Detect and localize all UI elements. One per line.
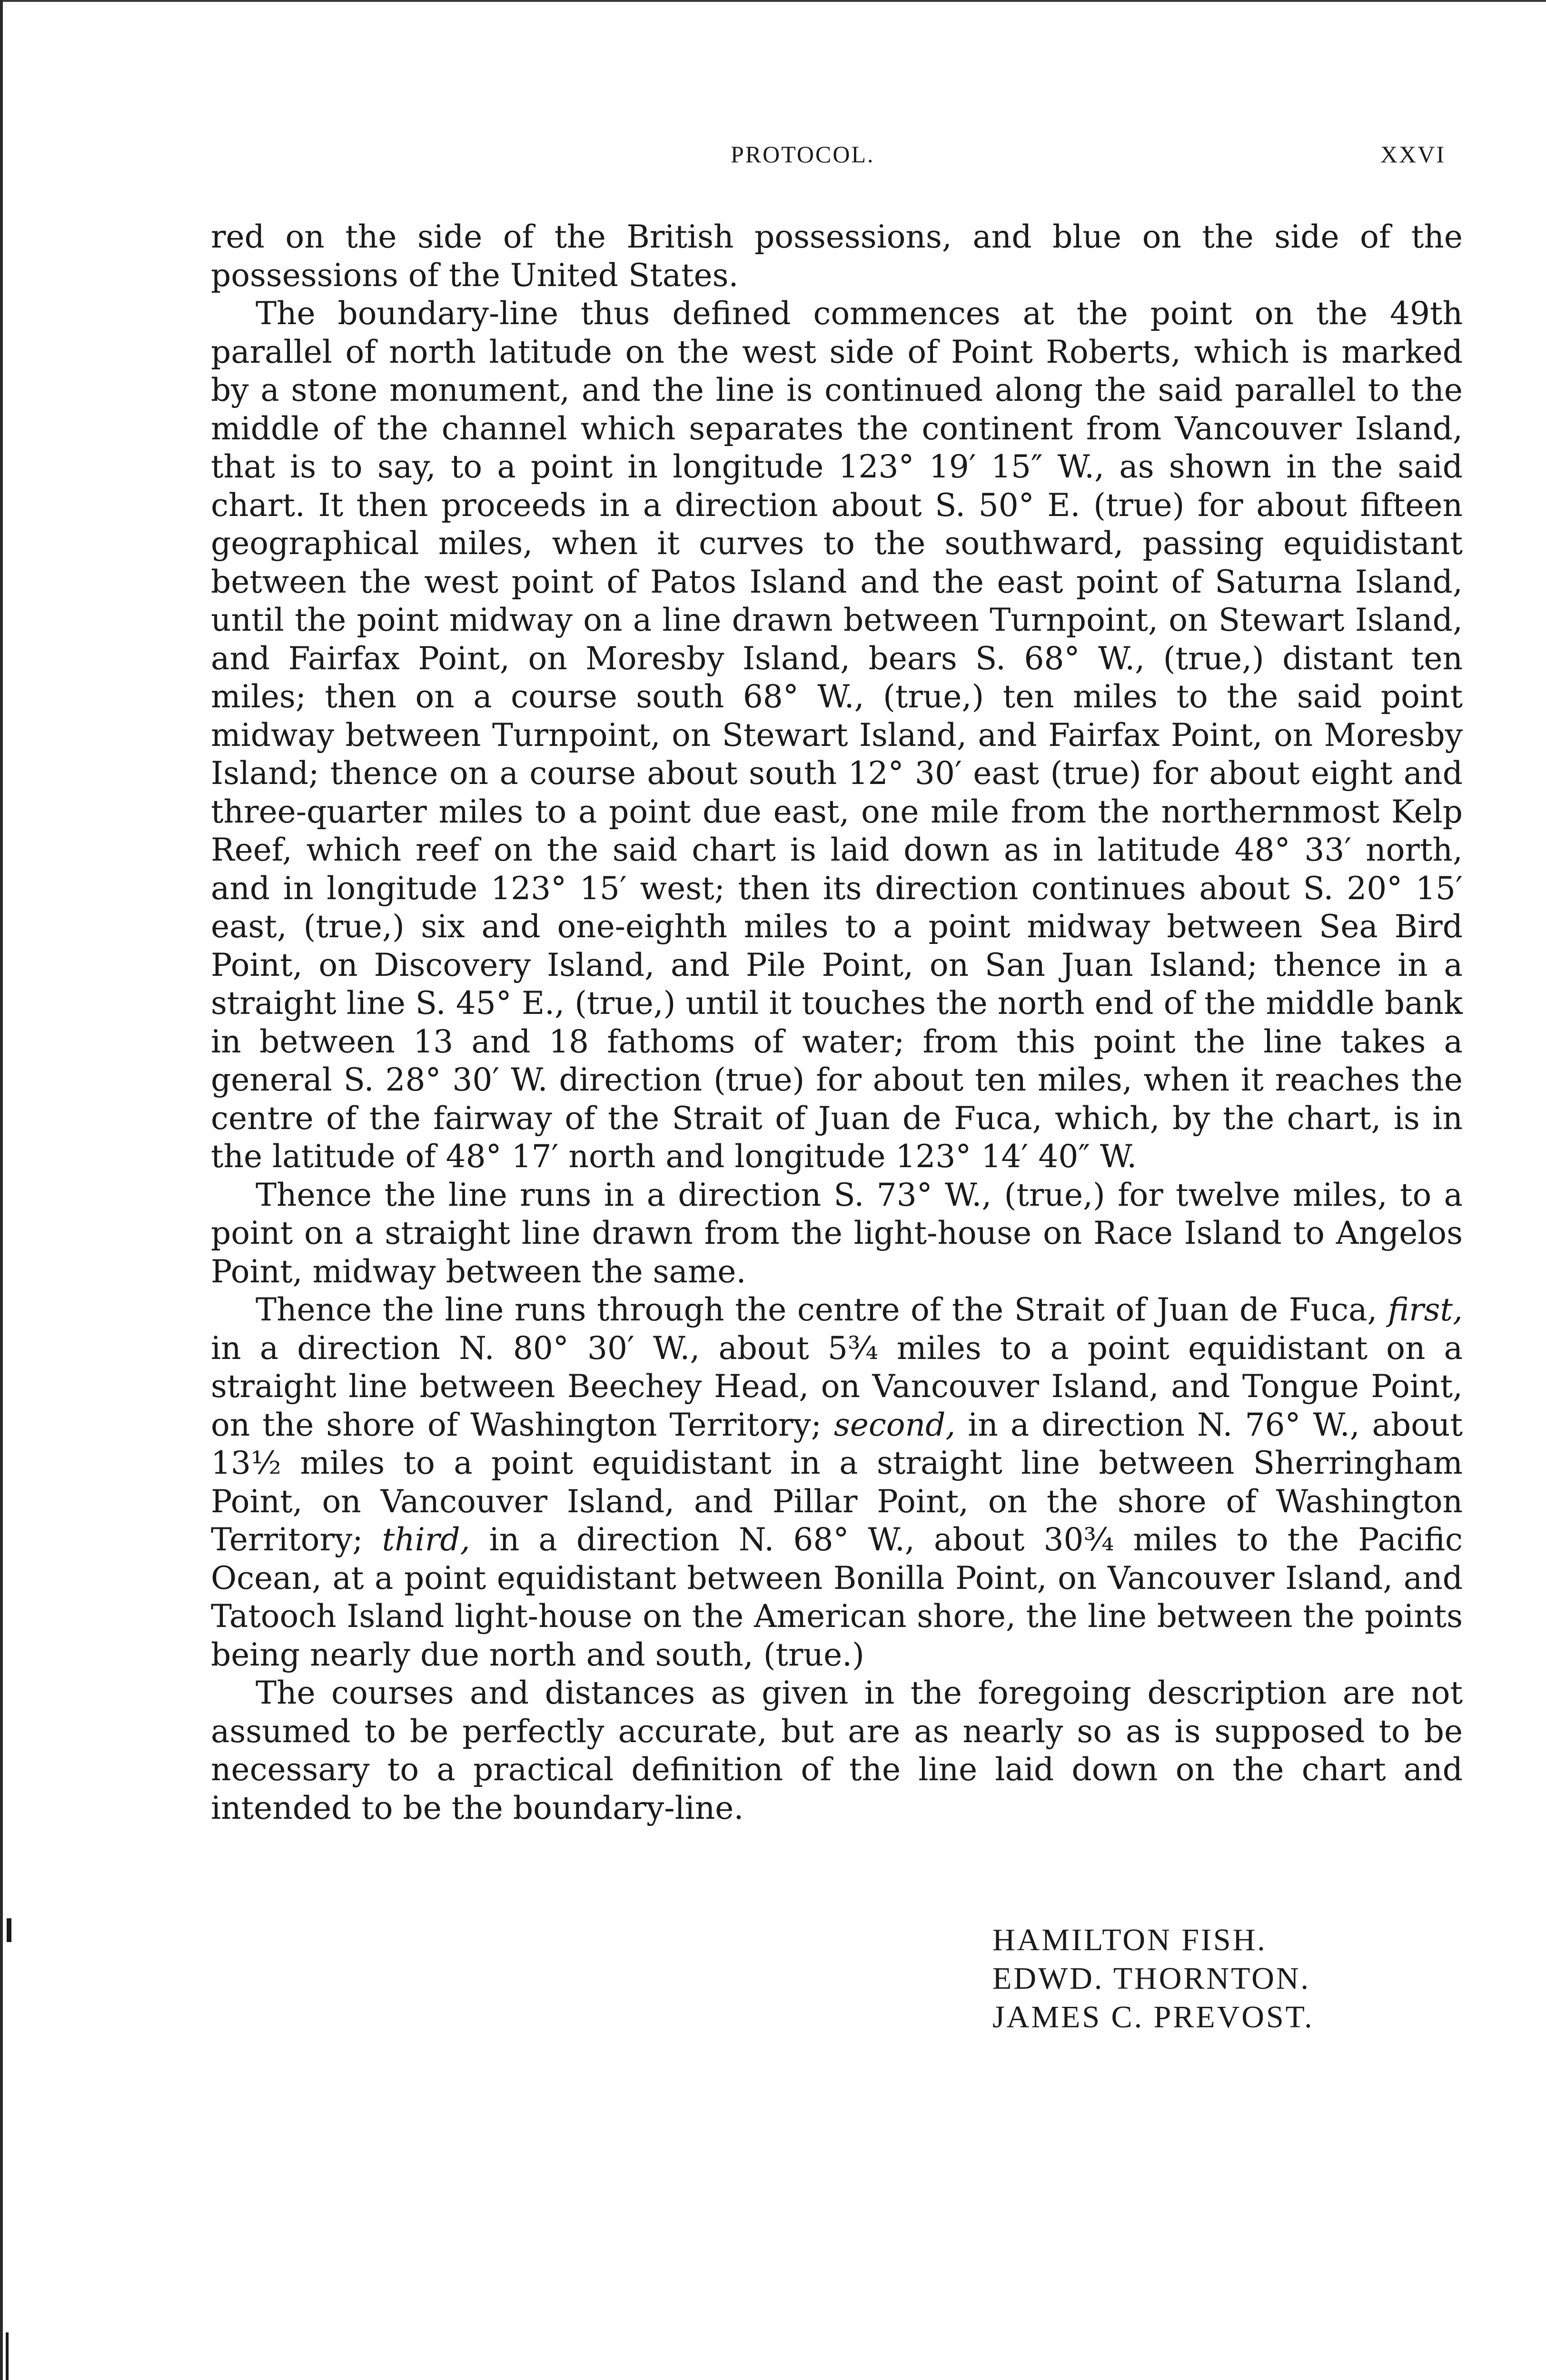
p4-third: third, — [382, 1521, 470, 1558]
signature-edwd-thornton: EDWD. THORNTON. — [992, 1961, 1311, 1996]
paragraph-race-island: Thence the line runs in a direction S. 73° W., (true,) for twelve miles, to a point on a straight line drawn from the light-house on Race Island to Angelos Point, midway between the same. — [211, 1176, 1463, 1290]
page-number: XXVI — [1380, 141, 1446, 168]
body-text — [211, 218, 1463, 1827]
signature-hamilton-fish: HAMILTON FISH. — [992, 1923, 1267, 1957]
paragraph-continued: red on the side of the British possessions, and blue on the side of the possessions of the United States. — [211, 218, 1463, 294]
page-top-edge — [0, 0, 1546, 2]
p4-part1: Thence the line runs through the centre of the Strait of Juan de Fuca, — [256, 1291, 1378, 1328]
signature-james-prevost: JAMES C. PREVOST. — [992, 2000, 1314, 2034]
paragraph-strait-juan-de-fuca — [211, 1291, 1463, 1674]
margin-mark — [6, 2332, 9, 2380]
p4-first: first, — [1388, 1291, 1463, 1328]
margin-mark — [7, 1918, 11, 1942]
p4-part2: in a direction N. 80° 30′ W., about 5¾ miles to a point equidistant on a straight line between Beechey Head, on Vancouver Island, and Tongue Point, on the shore of Washington Territory; — [211, 1329, 1463, 1443]
page-left-edge — [0, 0, 3, 2380]
p4-part3: in a direction N. 76° W., about 13½ miles to a point equidistant in a straight line between Sherringham Point, on Vancouver Island, and Pillar Point, on the shore of Washington Territory; — [211, 1406, 1463, 1558]
running-title: PROTOCOL. — [731, 141, 875, 168]
signatures — [992, 1921, 1314, 2036]
p4-part4: in a direction N. 68° W., about 30¾ miles to the Pacific Ocean, at a point equidistant between Bonilla Point, on Vancouver Island, and Tatooch Island light-house on the American shore, the line between the points being nearly due north and south, (true.) — [211, 1521, 1463, 1673]
p4-second: second, — [833, 1406, 956, 1443]
paragraph-courses-distances: The courses and distances as given in the foregoing description are not assumed to be perfectly accurate, but are as nearly so as is supposed to be necessary to a practical definition of the line laid down on the chart and intended to be the boundary-line. — [211, 1675, 1463, 1826]
paragraph-boundary-line: The boundary-line thus defined commences at the point on the 49th parallel of north latitude on the west side of Point Roberts, which is marked by a stone monument, and the line is continued along the said parallel to the middle of the channel which separates the continent from Vancouver Island, that is to say, to a point in longitude 123° 19′ 15″ W., as shown in the said chart. It then proceeds in a direction about S. 50° E. (true) for about fifteen geographical miles, when it curves to the southward, passing equidistant between the west point of Patos Island and the east point of Saturna Island, until the point midway on a line drawn between Turnpoint, on Stewart Island, and Fairfax Point, on Moresby Island, bears S. 68° W., (true,) distant ten miles; then on a course south 68° W., (true,) ten miles to the said point midway between Turnpoint, on Stewart Island, and Fairfax Point, on Moresby Island; thence on a course about south 12° 30′ east (true) for about eight and three-quarter miles to a point due east, one mile from the northernmost Kelp Reef, which reef on the said chart is laid down as in latitude 48° 33′ north, and in longitude 123° 15′ west; then its direction continues about S. 20° 15′ east, (true,) six and one-eighth miles to a point midway between Sea Bird Point, on Discovery Island, and Pile Point, on San Juan Island; thence in a straight line S. 45° E., (true,) until it touches the north end of the middle bank in between 13 and 18 fathoms of water; from this point the line takes a general S. 28° 30′ W. direction (true) for about ten miles, when it reaches the centre of the fairway of the Strait of Juan de Fuca, which, by the chart, is in the latitude of 48° 17′ north and longitude 123° 14′ 40″ W. — [211, 295, 1463, 1175]
